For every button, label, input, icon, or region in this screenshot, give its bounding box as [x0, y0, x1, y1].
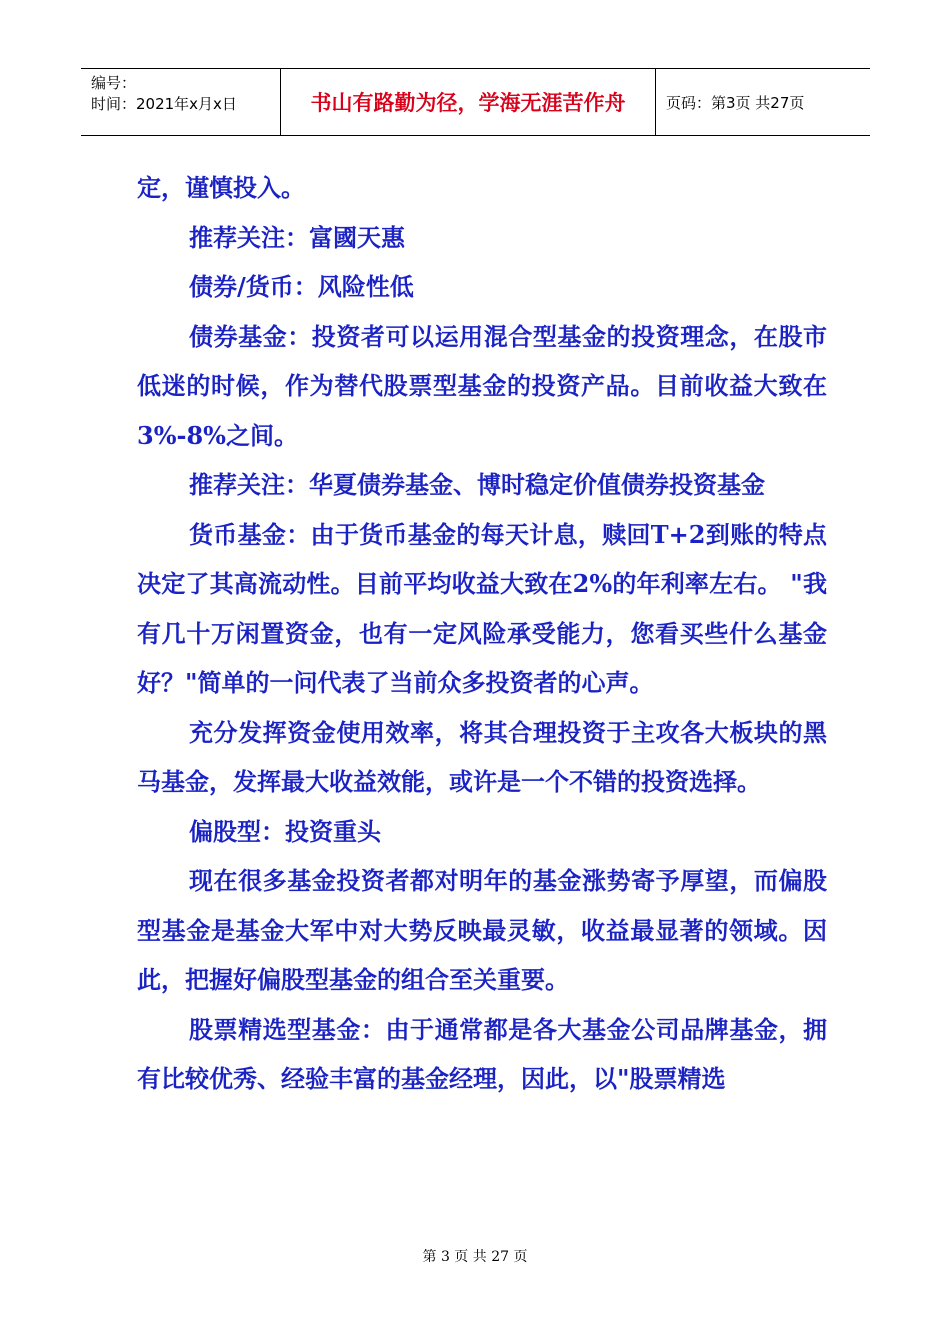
header-page-info: 页码：第3页 共27页 [666, 93, 805, 112]
paragraph: 推荐关注：富國天惠 [189, 222, 405, 252]
paragraph: 债券基金：投资者可以运用混合型基金的投资理念，在股市低迷的时候，作为替代股票型基金的投资产品。目前收益大致在3%-8%之间。 [137, 321, 827, 450]
document-body [137, 163, 827, 1104]
header-info-cell [81, 69, 281, 135]
paragraph: 定，谨慎投入。 [137, 173, 305, 202]
paragraph: 股票精选型基金：由于通常都是各大基金公司品牌基金，拥有比较优秀、经验丰富的基金经理，因此，以"股票精选 [137, 1014, 827, 1093]
paragraph: 现在很多基金投资者都对明年的基金涨势寄予厚望，而偏股型基金是基金大军中对大势反映最灵敏，收益最显著的领域。因此，把握好偏股型基金的组合至关重要。 [137, 866, 827, 994]
number-label: 编号： [91, 74, 137, 92]
paragraph: 货币基金：由于货币基金的每天计息，赎回T+2到账的特点决定了其高流动性。目前平均收益大致在2%的年利率左右。 "我有几十万闲置资金，也有一定风险承受能力，您看买些什么基金好？"简单的一问代表了当前众多投资者的心声。 [137, 519, 827, 697]
paragraph: 推荐关注：华夏债券基金、博时稳定价值债券投资基金 [189, 470, 765, 499]
paragraph: 偏股型：投资重头 [189, 816, 381, 846]
paragraph: 债券/货币：风险性低 [189, 272, 414, 301]
header-motto: 书山有路勤为径，学海无涯苦作舟 [281, 69, 656, 135]
paragraph: 充分发挥资金使用效率，将其合理投资于主攻各大板块的黑马基金，发挥最大收益效能，或许是一个不错的投资选择。 [137, 717, 827, 796]
page-header [81, 68, 870, 136]
page-footer: 第 3 页 共 27 页 [422, 1249, 528, 1265]
date-label: 时间：2021年x月x日 [91, 95, 237, 113]
